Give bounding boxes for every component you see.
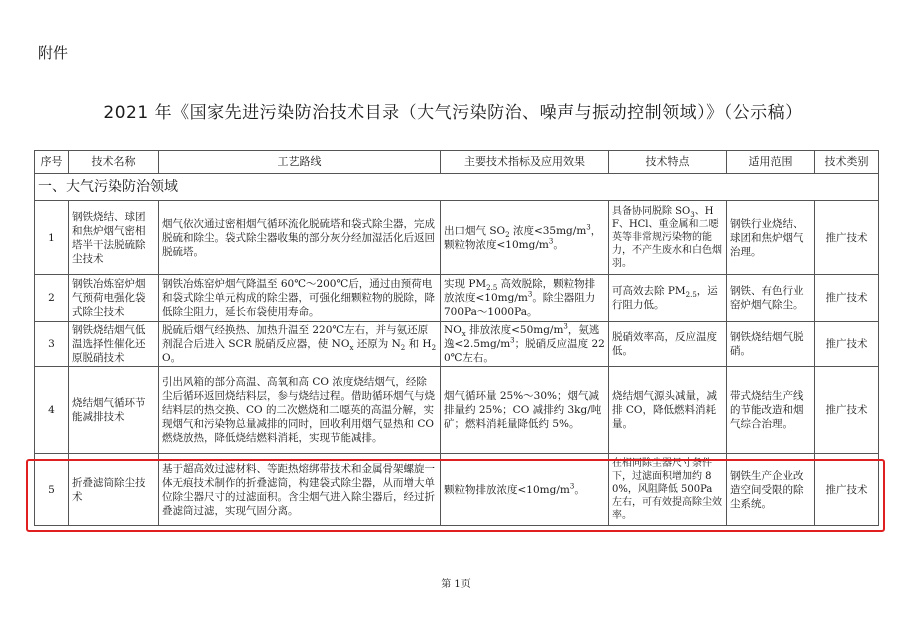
superscript: 3 (548, 237, 554, 245)
scope: 钢铁、有色行业窑炉烟气除尘。 (727, 275, 815, 322)
indicators (441, 275, 609, 322)
row-number: 1 (35, 201, 69, 275)
subscript: 2 (400, 344, 406, 353)
column-header-features: 技术特点 (609, 151, 727, 174)
document-title: 2021 年《国家先进污染防治技术目录（大气污染防治、噪声与振动控制领域）》（公示稿） (103, 103, 803, 123)
text-part: 。 (574, 483, 585, 496)
category: 推广技术 (815, 201, 879, 275)
text-part: 高效脱除，颗粒物排放浓度<10mg/m (444, 278, 596, 304)
tech-name: 折叠滤筒除尘技术 (69, 454, 159, 526)
text-part: 。除尘器阻力 700Pa～1000Pa。 (444, 292, 596, 318)
subscript: 3 (690, 211, 695, 219)
text-part: 、HF、HCl、重金属和二噁英等非常规污染物的能力，不产生废水和白色烟羽。 (612, 206, 722, 269)
text-part: 可高效去除 PM (612, 285, 686, 297)
text-part: NO (444, 324, 462, 336)
table-row (35, 322, 879, 367)
indicators (441, 201, 609, 275)
scope: 钢铁生产企业改造空间受限的除尘系统。 (727, 454, 815, 526)
text-part: ，运行阻力低。 (612, 285, 718, 311)
text-part: 还原为 N (353, 338, 401, 350)
text-part: 。 (553, 238, 564, 251)
indicators: 烟气循环量 25%～30%；烟气减排量约 25%；CO 减排约 3kg/吨矿；燃料消耗量降低约 5%。 (441, 367, 609, 454)
text-part: O。 (162, 352, 182, 364)
process-route: 引出风箱的部分高温、高氧和高 CO 浓度烧结烟气，经除尘后循环返回烧结料层，参与烧结过程。借助循环烟气与烧结料层的热交换、CO 的二次燃烧和二噁英的高温分解，实现烟气和污染物总量减排的同时，回收利用烟气显热和 CO 燃烧放热，降低烧结燃料消耗，实现节能减排。 (159, 367, 441, 454)
process-route (159, 322, 441, 367)
features (609, 201, 727, 275)
attachment-label: 附件 (38, 44, 69, 62)
table-row (35, 201, 879, 275)
column-header-category: 技术类别 (815, 151, 879, 174)
column-header-no: 序号 (35, 151, 69, 174)
text-part: ，氨逃逸<2.5mg/m (444, 324, 600, 350)
tech-name: 钢铁冶炼窑炉烟气预荷电强化袋式除尘技术 (69, 275, 159, 322)
scope: 带式烧结生产线的节能改造和烟气综合治理。 (727, 367, 815, 454)
indicators (441, 322, 609, 367)
subscript: 2.5 (486, 284, 498, 293)
text-part: 颗粒物排放浓度<10mg/m (444, 483, 570, 496)
subscript: 2.5 (685, 291, 697, 300)
indicators (441, 454, 609, 526)
subscript: 2 (505, 230, 510, 239)
text-part: 出口烟气 SO (444, 224, 506, 237)
tech-name: 钢铁烧结烟气低温选择性催化还原脱硝技术 (69, 322, 159, 367)
column-header-process: 工艺路线 (159, 151, 441, 174)
superscript: 3 (586, 223, 591, 231)
superscript: 3 (510, 336, 515, 345)
process-route: 烟气依次通过密相烟气循环流化脱硫塔和袋式除尘器，完成脱硫和除尘。袋式除尘器收集的部分灰分经加湿活化后返回脱硫塔。 (159, 201, 441, 275)
section-row (35, 174, 879, 201)
tech-name: 烧结烟气循环节能减排技术 (69, 367, 159, 454)
superscript: 3 (563, 322, 568, 331)
features: 脱硝效率高，反应温度低。 (609, 322, 727, 367)
scope: 钢铁烧结烟气脱硝。 (727, 322, 815, 367)
text-part: ，颗粒物浓度<10mg/m (444, 224, 602, 251)
features: 在相同除尘器尺寸条件下，过滤面积增加约 80%，风阻降低 500Pa 左右，可有效提高除尘效率。 (609, 454, 727, 526)
process-route: 基于超高效过滤材料、等距热熔绑带技术和金属骨架螺旋一体无痕技术制作的折叠滤筒，构建袋式除尘器，从而增大单位除尘器尺寸的过滤面积。含尘烟气进入除尘器后，经过折叠滤筒过滤，实现气固分离。 (159, 454, 441, 526)
section-title: 一、大气污染防治领域 (35, 174, 879, 201)
features: 烧结烟气源头减量，减排 CO，降低燃料消耗量。 (609, 367, 727, 454)
process-route: 钢铁冶炼窑炉烟气降温至 60℃～200℃后，通过由预荷电和袋式除尘单元构成的除尘器，可强化细颗粒物的脱除，降低除尘阻力，延长布袋使用寿命。 (159, 275, 441, 322)
row-number: 5 (35, 454, 69, 526)
text-part: 浓度<35mg/m (509, 224, 587, 237)
features (609, 275, 727, 322)
category: 推广技术 (815, 454, 879, 526)
text-part: 和 H (405, 338, 432, 350)
category: 推广技术 (815, 322, 879, 367)
column-header-name: 技术名称 (69, 151, 159, 174)
text-part: ；脱硝反应温度 220℃左右。 (444, 338, 605, 364)
superscript: 3 (527, 290, 533, 299)
table-row (35, 275, 879, 322)
text-part: 排放浓度<50mg/m (465, 324, 564, 336)
table-row (35, 367, 879, 454)
column-header-scope: 适用范围 (727, 151, 815, 174)
table-header-row (35, 151, 879, 174)
superscript: 3 (569, 482, 575, 490)
subscript: x (461, 330, 466, 339)
text-part: 具备协同脱除 SO (612, 206, 691, 217)
subscript: 2 (431, 344, 437, 353)
page-number: 第 1页 (441, 579, 471, 590)
row-number: 2 (35, 275, 69, 322)
technology-table (34, 150, 879, 526)
column-header-indicators: 主要技术指标及应用效果 (441, 151, 609, 174)
scope: 钢铁行业烧结、球团和焦炉烟气治理。 (727, 201, 815, 275)
table-row (35, 454, 879, 526)
tech-name: 钢铁烧结、球团和焦炉烟气密相塔半干法脱硫除尘技术 (69, 201, 159, 275)
row-number: 4 (35, 367, 69, 454)
text-part: 脱硫后烟气经换热、加热升温至 220℃左右，并与氨还原剂混合后进入 SCR 脱硝反应器，使 NO (162, 324, 429, 350)
text-part: 实现 PM (444, 278, 487, 290)
row-number: 3 (35, 322, 69, 367)
category: 推广技术 (815, 275, 879, 322)
category: 推广技术 (815, 367, 879, 454)
subscript: x (349, 344, 354, 353)
